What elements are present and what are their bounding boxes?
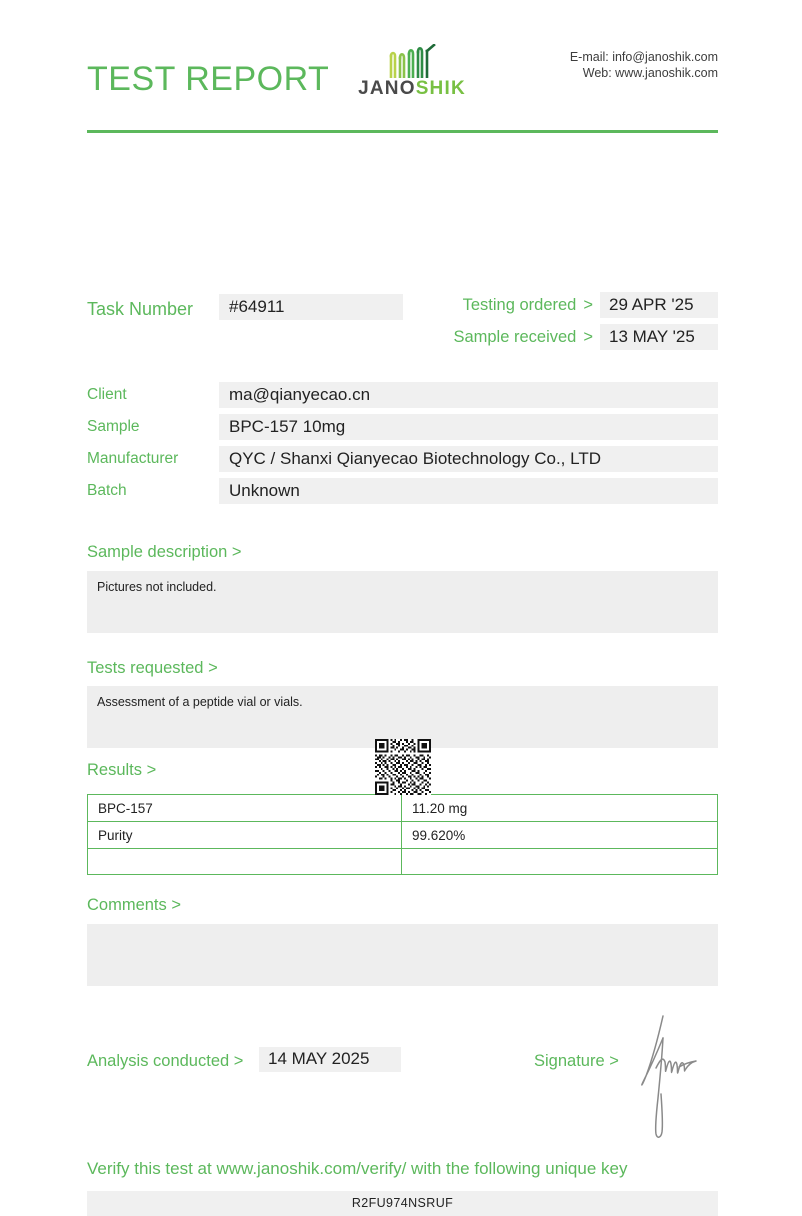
table-row (88, 822, 718, 849)
testing-ordered-row (388, 292, 718, 318)
date-block (388, 292, 718, 356)
sample-description-title: Sample description > (87, 543, 242, 561)
result-name (88, 849, 402, 875)
batch-value: Unknown (219, 478, 718, 504)
results-header (87, 748, 718, 794)
bar-chart-growth-icon (386, 44, 438, 78)
testing-ordered-label: Testing ordered (462, 296, 577, 314)
sample-received-label: Sample received (453, 328, 577, 346)
header-divider (87, 130, 718, 133)
table-row (88, 795, 718, 822)
field-row-client (87, 382, 718, 408)
results-title: Results > (87, 761, 157, 779)
manufacturer-value: QYC / Shanxi Qianyecao Biotechnology Co., LTD (219, 446, 718, 472)
comments-text (87, 924, 718, 986)
tests-requested-section (87, 660, 718, 749)
task-section (87, 294, 718, 356)
batch-label: Batch (87, 482, 127, 499)
sample-received-value: 13 MAY '25 (600, 324, 718, 350)
result-value: 99.620% (402, 822, 718, 849)
sample-label: Sample (87, 418, 140, 435)
sample-description-text: Pictures not included. (87, 571, 718, 633)
field-row-manufacturer (87, 446, 718, 472)
unique-key-value: R2FU974NSRUF (87, 1191, 718, 1216)
contact-info (570, 49, 718, 81)
analysis-conducted-label: Analysis conducted > (87, 1051, 244, 1070)
result-value (402, 849, 718, 875)
task-number-value: #64911 (219, 294, 403, 320)
tests-requested-title: Tests requested > (87, 658, 218, 677)
sample-description-section (87, 544, 718, 633)
brand-wordmark (352, 79, 472, 98)
contact-web: Web: www.janoshik.com (582, 66, 718, 80)
chevron-right-icon: > (583, 328, 593, 346)
report-header (87, 0, 718, 134)
verify-footer (87, 1160, 718, 1216)
verify-text: Verify this test at www.janoshik.com/verify/ with the following unique key (87, 1158, 628, 1178)
analysis-conducted-date: 14 MAY 2025 (259, 1047, 401, 1072)
brand-logo (352, 44, 472, 98)
comments-section (87, 897, 718, 986)
comments-title: Comments > (87, 896, 181, 914)
contact-email: E-mail: info@janoshik.com (569, 50, 718, 64)
results-section (87, 748, 718, 875)
result-name: Purity (88, 822, 402, 849)
table-row (88, 849, 718, 875)
manufacturer-label: Manufacturer (87, 450, 179, 467)
field-row-sample (87, 414, 718, 440)
result-name: BPC-157 (88, 795, 402, 822)
sample-received-row (388, 324, 718, 350)
results-table (87, 794, 718, 875)
client-value: ma@qianyecao.cn (219, 382, 718, 408)
brand-word-first: JANO (358, 78, 416, 99)
testing-ordered-value: 29 APR '25 (600, 292, 718, 318)
sample-value: BPC-157 10mg (219, 414, 718, 440)
qr-code-icon (375, 739, 431, 795)
signature-label: Signature > (534, 1051, 619, 1070)
info-fields (87, 382, 718, 504)
page-title: TEST REPORT (87, 60, 330, 98)
brand-word-second: SHIK (415, 78, 466, 99)
client-label: Client (87, 386, 127, 403)
handwritten-signature-icon (632, 1012, 728, 1142)
tests-requested-text: Assessment of a peptide vial or vials. (87, 686, 718, 748)
field-row-batch (87, 478, 718, 504)
analysis-signature-section (87, 1034, 718, 1144)
report-content (87, 0, 718, 1216)
result-value: 11.20 mg (402, 795, 718, 822)
chevron-right-icon: > (583, 296, 593, 314)
task-number-label: Task Number (87, 299, 194, 319)
